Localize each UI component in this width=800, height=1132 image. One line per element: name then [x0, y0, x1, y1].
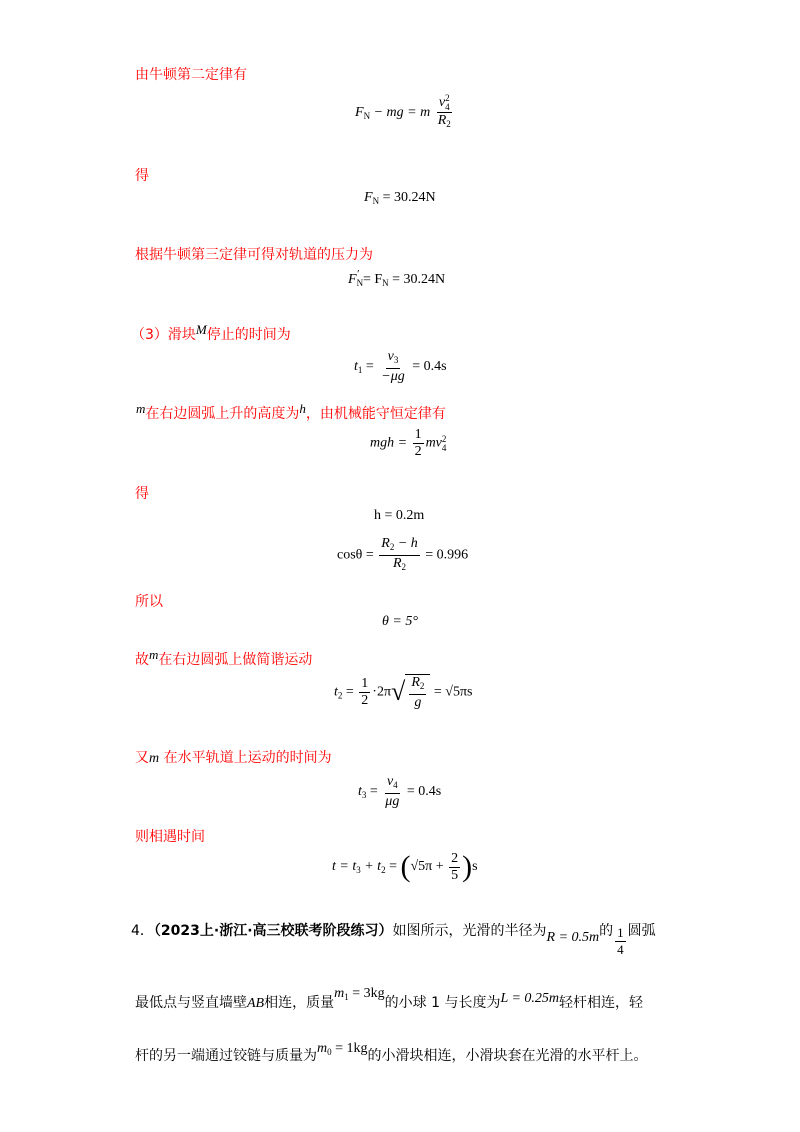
- text-de: 得: [135, 168, 149, 184]
- equation-cos-theta: cosθ = $\frac{R_2 - h}{R_2}$ = 0.996: [337, 536, 469, 572]
- text-horizontal-time: 又m 在水平轨道上运动的时间为: [135, 750, 332, 766]
- text-shm: 故m在右边圆弧上做简谐运动: [135, 647, 313, 668]
- text-newton-third-law: 根据牛顿第三定律可得对轨道的压力为: [135, 247, 373, 263]
- question-4-line-2: 最低点与竖直墙壁AB相连，质量$m_1 = 3kg$的小球 1 与长度为L = 0.25m轻杆相连，轻: [135, 986, 644, 1011]
- equation-normal-force: $F_N$ − mg = m v 2 4 $R_2$: [355, 93, 451, 129]
- equation-t2: $t_2$ = $\frac{1}{2}$ ·2π √ $\frac{R_2}{g}$ = √5πs: [334, 675, 473, 710]
- text-therefore: 所以: [135, 594, 163, 610]
- text-de-2: 得: [135, 486, 149, 502]
- text-height-rise: m在右边圆弧上升的高度为h，由机械能守恒定律有: [136, 401, 446, 422]
- text-meeting-time: 则相遇时间: [135, 829, 205, 845]
- equation-h: h = 0.2m: [374, 508, 425, 523]
- question-4-line-3: 杆的另一端通过铰链与质量为$m_0 = 1kg$的小滑块相连，小滑块套在光滑的水平杆上。: [135, 1041, 648, 1064]
- equation-t3: $t_3$ = $\frac{v_4}{\mu g}$ = 0.4s: [358, 774, 442, 809]
- text-newton-second-law: 由牛顿第二定律有: [135, 67, 247, 83]
- equation-fn-value: $F_N = 30.24N$: [364, 190, 436, 206]
- question-4-line-1: 4．（2023上·浙江·高三校联考阶段练习）如图所示，光滑的半径为R = 0.5m的 $\frac{1}{4}$ 圆弧: [131, 923, 656, 957]
- equation-pressure: $F_N' = F_N = 30.24N$: [348, 268, 446, 288]
- equation-theta: θ = 5°: [382, 614, 418, 629]
- equation-energy: mgh = $\frac{1}{2}$ mv 2 4: [370, 427, 447, 459]
- text-slider-stop-time: （3）滑块M停止的时间为: [131, 322, 291, 343]
- equation-t-total: $t = t_3 + t_2 = (√5\pi$ + $\frac{2}{5}$ )s: [332, 850, 478, 883]
- equation-t1: $t_1$ = $\frac{v_3}{-\mu g}$ = 0.4s: [354, 349, 447, 384]
